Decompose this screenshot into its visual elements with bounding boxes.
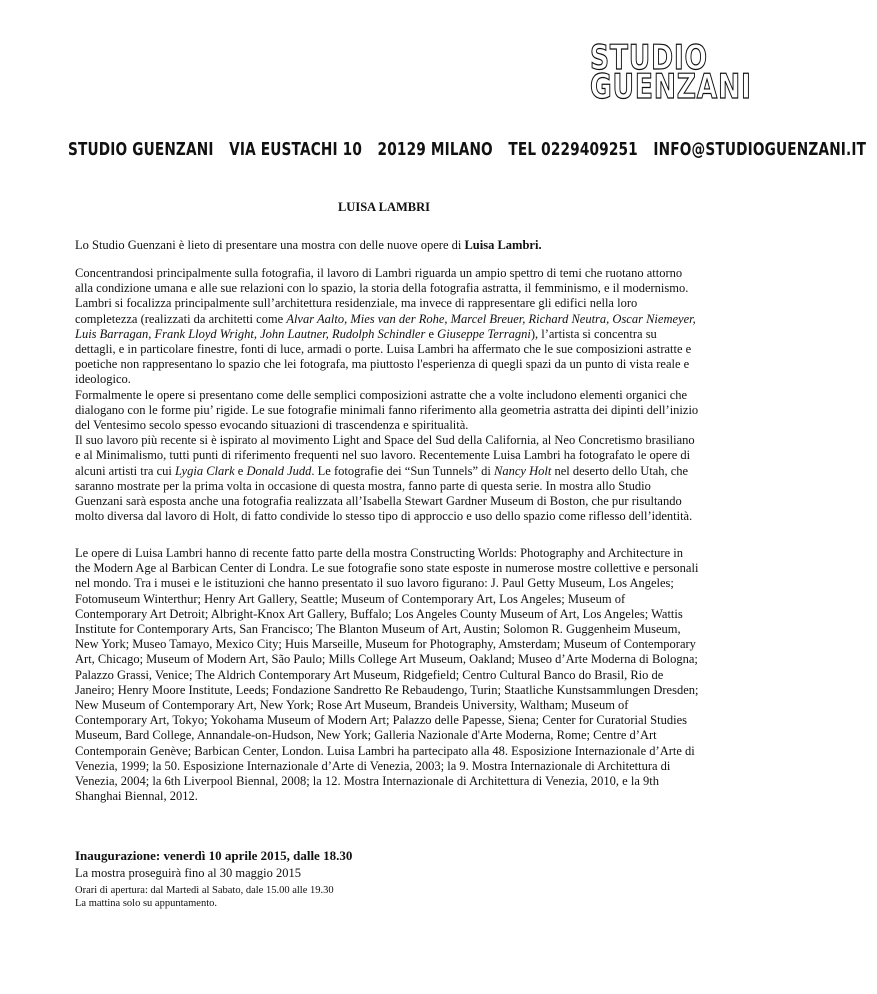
architects-list: Alvar Aalto, Mies van der Rohe, Marcel Breuer, Richard Neutra, Oscar Niemeyer, Luis Barragan, Frank Lloyd Wright, John Lautner, Rudolph Schindler xyxy=(75,311,696,341)
artist-name: Luisa Lambri. xyxy=(464,238,542,252)
exhibitions-text: Le opere di Luisa Lambri hanno di recente fatto parte della mostra Constructing Worlds: Photography and Architecture in the Modern Age al Barbican Center di Londra. Le sue fotografie sono state esposte in numerose mostre collettive e personali nel mondo. Tra i musei e le istituzioni che hanno presentato il suo lavoro figurano: J. Paul Getty Museum, Los Angeles; Fotomuseum Winterthur; Henry Art Gallery, Seattle; Museum of Contemporary Art, Los Angeles; Museum of Contemporary Art Detroit; Albright-Knox Art Gallery, Buffalo; Los Angeles County Museum of Art, Los Angeles; Wattis Institute for Contemporary Arts, San Francisco; The Blanton Museum of Art, Austin; Solomon R. Guggenheim Museum, New York; Museo Tamayo, Mexico City; Huis Marseille, Museum for Photography, Amsterdam; Museum of Contemporary Art, Chicago; Museum of Modern Art, São Paulo; Mills College Art Museum, Oakland; Museo d’Arte Moderna di Bologna; Palazzo Grassi, Venice; The Aldrich Contemporary Art Museum, Ridgefield; Centro Cultural Banco do Brasil, Rio de Janeiro; Henry Moore Institute, Leeds; Fondazione Sandretto Re Rebaudengo, Turin; Staatliche Kunstsammlungen Dresden; New Museum of Contemporary Art, New York; Rose Art Museum, Brandeis University, Waltham; Museum of Contemporary Art, Tokyo; Yokohama Museum of Modern Art; Palazzo delle Papesse, Siena; Center for Curatorial Studies Museum, Bard College, Annandale-on-Hudson, New York; Galleria Nazionale d'Arte Moderna, Rome; Centre d’Art Contemporain Genève; Barbican Center, London. Luisa Lambri ha partecipato alla 48. Esposizione Internazionale d’Arte di Venezia, 1999; la 50. Esposizione Internazionale d’Arte di Venezia, 2003; la 9. Mostra Internazionale di Architettura di Venezia, 2004; la 6th Liverpool Biennal, 2008; la 12. Mostra Internazionale di Architettura di Venezia, 2010, e la 9th Shanghai Biennal, 2012. xyxy=(75,546,699,804)
gallery-name: STUDIO GUENZANI xyxy=(68,139,214,160)
sentence-themes: Concentrandosi principalmente sulla fotografia, il lavoro di Lambri riguarda un ampio spettro di temi che ruotano attorno alla condizione umana e alle sue relazioni con lo spazio, la storia della fotografia astratta, il femminismo, e il modernismo. xyxy=(75,266,689,296)
opening-hours: Orari di apertura: dal Martedì al Sabato, dale 15.00 alle 19.30 xyxy=(75,885,334,896)
artist-clark: Lygia Clark xyxy=(174,463,235,478)
artist-judd: Donald Judd xyxy=(246,463,312,478)
gallery-logo xyxy=(590,38,752,107)
gallery-phone: TEL 0229409251 xyxy=(508,139,638,160)
logo-line-2: GUENZANI xyxy=(590,67,752,107)
architect-terragni: Giuseppe Terragni xyxy=(437,326,531,341)
logo-line-1: STUDIO xyxy=(590,38,708,78)
gallery-email[interactable]: INFO@STUDIOGUENZANI.IT xyxy=(653,139,867,160)
appointment-note: La mattina solo su appuntamento. xyxy=(75,898,218,909)
document-title: LUISA LAMBRI xyxy=(337,200,431,214)
gallery-city: 20129 MILANO xyxy=(377,139,493,160)
description-paragraph xyxy=(75,266,700,524)
sentence-formal: Formalmente le opere si presentano come delle semplici composizioni astratte che a volte includono elementi organici che dialogano con le forme piu’ rigide. Le sue fotografie minimali fanno riferimento alla geometria astratta dei dipinti dell’inizio del Ventesimo secolo spesso evocando situazioni di trascendenza e spiritualità. xyxy=(75,387,699,433)
gallery-address: VIA EUSTACHI 10 xyxy=(229,139,363,160)
exhibitions-paragraph xyxy=(75,546,700,804)
sentence-recent-work: Il suo lavoro più recente si è ispirato al movimento Light and Space del Sud della California, al Neo Concretismo brasiliano e al Minimalismo, tutti punti di riferimento frequenti nel suo lavoro. Recentemente Luisa Lambri ha fotografato le opere di alcuni artisti tra cui Lygia Clark e Donald Judd. Le fotografie dei “Sun Tunnels” di Nancy Holt nel deserto dello Utah, che saranno mostrate per la prima volta in occasione di questa mostra, fanno parte di questa serie. In mostra allo Studio Guenzani sarà esposta anche una fotografia realizzata all’Isabella Stewart Gardner Museum di Boston, che pur risultando molto diversa dal lavoro di Holt, di fatto condivide lo stesso tipo di approccio e uso dello spazio come riflesso dell’identità. xyxy=(75,433,695,524)
artist-holt: Nancy Holt xyxy=(494,463,552,478)
intro-text: Lo Studio Guenzani è lieto di presentare una mostra con delle nuove opere di xyxy=(75,238,465,252)
sentence-architecture: Lambri si focalizza principalmente sull’architettura residenziale, ma invece di rappresentare gli edifici nella loro completezza (realizzati da architetti come Alvar Aalto, Mies van der Rohe, Marcel Breuer, Richard Neutra, Oscar Niemeyer, Luis Barragan, Frank Lloyd Wright, John Lautner, Rudolph Schindler e Giuseppe Terragni), l’artista si concentra su dettagli, e in particolare finestre, fonti di luce, armadi o porte. Luisa Lambri ha affermato che le sue composizioni astratte e poetiche non rappresentano lo spazio che lei fotografa, ma piuttosto l'esperienza di quegli spazi da un punto di vista reale e ideologico. xyxy=(75,296,696,387)
event-info xyxy=(75,848,352,910)
opening-date: Inaugurazione: venerdì 10 aprile 2015, dalle 18.30 xyxy=(75,848,353,863)
letterhead-contact-bar xyxy=(68,139,877,160)
intro-paragraph xyxy=(75,238,700,253)
closing-date: La mostra proseguirà fino al 30 maggio 2015 xyxy=(75,866,301,880)
